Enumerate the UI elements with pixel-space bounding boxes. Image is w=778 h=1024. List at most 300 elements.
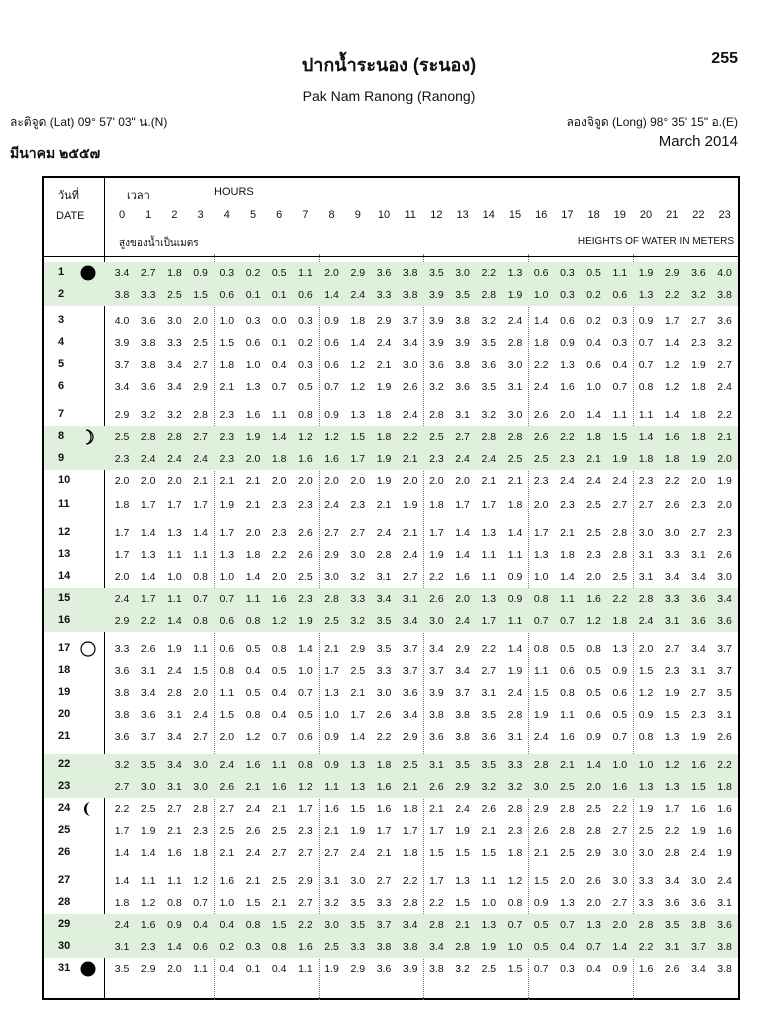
height-cell: 0.8 <box>298 759 313 771</box>
height-cell: 2.8 <box>429 919 444 931</box>
height-cell: 1.9 <box>691 731 706 743</box>
height-cell: 0.9 <box>638 709 654 721</box>
height-cell: 2.2 <box>429 897 444 909</box>
height-cell: 3.4 <box>376 593 392 605</box>
height-cell: 2.7 <box>193 731 208 743</box>
day-number: 24 <box>58 802 71 814</box>
height-cell: 2.0 <box>167 963 182 975</box>
height-cell: 1.1 <box>533 665 549 677</box>
height-cell: 2.4 <box>245 847 261 859</box>
height-cell: 0.9 <box>638 315 654 327</box>
height-cell: 2.3 <box>560 499 575 511</box>
height-cell: 3.3 <box>664 549 680 561</box>
height-cell: 2.7 <box>612 499 628 511</box>
height-cell: 3.8 <box>114 289 130 301</box>
height-cell: 2.7 <box>691 527 706 539</box>
height-cell: 1.1 <box>507 549 523 561</box>
day-number: 16 <box>58 614 71 626</box>
height-cell: 2.0 <box>271 571 287 583</box>
height-cell: 3.7 <box>402 643 418 655</box>
height-cell: 2.0 <box>638 643 654 655</box>
height-cell: 0.7 <box>271 381 287 393</box>
height-cell: 1.5 <box>455 897 470 909</box>
height-cell: 3.6 <box>455 381 470 393</box>
height-cell: 2.4 <box>717 381 732 393</box>
table-row <box>44 522 738 544</box>
height-cell: 3.1 <box>140 665 156 677</box>
height-cell: 3.3 <box>638 875 654 887</box>
height-cell: 2.4 <box>402 409 418 421</box>
hour-header: 22 <box>692 209 705 221</box>
hour-header: 3 <box>197 209 204 221</box>
height-cell: 1.3 <box>533 549 549 561</box>
height-cell: 3.8 <box>402 267 418 279</box>
height-cell: 3.8 <box>455 359 470 371</box>
height-cell: 0.3 <box>560 963 575 975</box>
height-cell: 0.6 <box>298 289 313 301</box>
height-cell: 3.3 <box>376 665 392 677</box>
height-cell: 2.1 <box>219 381 235 393</box>
height-cell: 1.6 <box>271 593 287 605</box>
height-cell: 1.9 <box>691 359 706 371</box>
height-cell: 2.6 <box>533 431 549 443</box>
table-row <box>44 660 738 682</box>
height-cell: 2.5 <box>350 665 366 677</box>
height-cell: 0.1 <box>271 289 287 301</box>
height-cell: 3.2 <box>507 781 523 793</box>
height-cell: 1.2 <box>140 897 156 909</box>
hour-header: 6 <box>276 209 283 221</box>
height-cell: 2.9 <box>350 643 366 655</box>
height-cell: 3.8 <box>376 941 392 953</box>
height-cell: 3.4 <box>140 687 156 699</box>
height-cell: 2.9 <box>455 643 470 655</box>
height-cell: 2.4 <box>167 453 182 465</box>
height-cell: 3.2 <box>167 409 182 421</box>
height-cell: 2.3 <box>717 527 732 539</box>
height-cell: 1.1 <box>219 687 235 699</box>
height-cell: 2.8 <box>481 431 497 443</box>
height-cell: 1.2 <box>324 431 339 443</box>
height-cell: 0.6 <box>586 359 601 371</box>
table-row <box>44 892 738 914</box>
height-cell: 3.1 <box>429 759 444 771</box>
height-cell: 3.0 <box>638 847 654 859</box>
height-cell: 0.4 <box>219 919 235 931</box>
height-cell: 3.4 <box>455 665 470 677</box>
height-cell: 2.9 <box>114 615 130 627</box>
height-cell: 0.2 <box>219 941 235 953</box>
height-cell: 3.1 <box>507 381 523 393</box>
height-cell: 1.6 <box>455 571 470 583</box>
height-cell: 1.7 <box>481 615 497 627</box>
height-cell: 2.1 <box>402 781 418 793</box>
height-cell: 2.2 <box>140 615 156 627</box>
height-cell: 0.7 <box>560 615 575 627</box>
height-cell: 2.9 <box>376 315 392 327</box>
height-cell: 0.5 <box>612 709 628 721</box>
height-cell: 2.0 <box>586 897 601 909</box>
height-cell: 1.6 <box>298 453 313 465</box>
height-cell: 1.2 <box>245 731 261 743</box>
table-row <box>44 820 738 842</box>
height-cell: 3.4 <box>402 919 418 931</box>
height-cell: 2.1 <box>376 847 392 859</box>
day-number: 31 <box>58 962 71 974</box>
height-cell: 1.8 <box>167 267 182 279</box>
height-cell: 2.3 <box>664 665 680 677</box>
height-cell: 0.4 <box>271 709 287 721</box>
height-cell: 3.5 <box>481 759 497 771</box>
day-number: 4 <box>58 336 65 348</box>
day-number: 9 <box>58 452 65 464</box>
height-cell: 1.5 <box>193 289 208 301</box>
height-cell: 2.8 <box>507 337 523 349</box>
height-cell: 2.0 <box>245 453 261 465</box>
height-cell: 1.4 <box>507 643 523 655</box>
height-cell: 1.0 <box>638 759 654 771</box>
height-cell: 2.4 <box>402 549 418 561</box>
height-cell: 1.3 <box>324 687 339 699</box>
height-cell: 3.4 <box>691 963 706 975</box>
height-cell: 1.5 <box>350 803 366 815</box>
height-cell: 2.4 <box>140 453 156 465</box>
height-cell: 2.1 <box>402 527 418 539</box>
height-cell: 1.5 <box>455 847 470 859</box>
height-cell: 2.3 <box>560 453 575 465</box>
height-cell: 1.1 <box>612 409 628 421</box>
height-cell: 3.0 <box>664 527 680 539</box>
height-cell: 3.6 <box>114 731 130 743</box>
height-cell: 0.7 <box>193 897 208 909</box>
height-cell: 1.1 <box>560 709 575 721</box>
height-cell: 2.8 <box>507 709 523 721</box>
height-cell: 3.7 <box>455 687 470 699</box>
height-cell: 0.8 <box>507 897 523 909</box>
height-cell: 2.4 <box>455 615 470 627</box>
height-cell: 4.0 <box>114 315 130 327</box>
height-cell: 3.6 <box>402 687 418 699</box>
height-cell: 2.1 <box>560 527 575 539</box>
height-cell: 0.5 <box>533 919 549 931</box>
height-cell: 1.4 <box>167 941 182 953</box>
height-cell: 3.6 <box>717 919 732 931</box>
height-cell: 1.6 <box>560 381 575 393</box>
height-cell: 1.2 <box>350 359 366 371</box>
height-cell: 1.5 <box>350 431 366 443</box>
height-cell: 2.3 <box>507 825 523 837</box>
height-cell: 3.5 <box>717 687 732 699</box>
height-cell: 1.7 <box>481 499 497 511</box>
height-cell: 3.6 <box>691 615 706 627</box>
height-cell: 1.4 <box>167 615 182 627</box>
day-number: 1 <box>58 266 65 278</box>
height-cell: 1.3 <box>664 781 680 793</box>
height-cell: 2.4 <box>114 593 130 605</box>
height-cell: 0.6 <box>324 337 339 349</box>
height-cell: 1.4 <box>140 571 156 583</box>
height-cell: 2.4 <box>167 665 182 677</box>
height-cell: 1.8 <box>114 499 130 511</box>
height-cell: 3.6 <box>481 731 497 743</box>
height-cell: 1.5 <box>664 709 680 721</box>
height-cell: 3.1 <box>638 549 654 561</box>
height-cell: 1.9 <box>717 475 732 487</box>
height-cell: 1.4 <box>507 527 523 539</box>
month-english: March 2014 <box>658 133 738 150</box>
height-cell: 0.1 <box>245 289 261 301</box>
hour-header: 9 <box>354 209 361 221</box>
height-cell: 2.4 <box>638 615 654 627</box>
height-cell: 1.1 <box>271 409 287 421</box>
height-cell: 1.3 <box>455 875 470 887</box>
height-cell: 1.1 <box>167 593 182 605</box>
height-cell: 2.3 <box>429 453 444 465</box>
height-cell: 2.0 <box>402 475 418 487</box>
height-cell: 3.3 <box>350 941 366 953</box>
height-cell: 0.5 <box>298 709 313 721</box>
height-cell: 1.2 <box>638 687 654 699</box>
height-cell: 2.2 <box>612 803 628 815</box>
height-cell: 2.2 <box>376 731 392 743</box>
height-cell: 2.9 <box>350 267 366 279</box>
height-cell: 2.5 <box>193 337 208 349</box>
height-cell: 3.0 <box>612 875 628 887</box>
height-cell: 1.4 <box>455 527 470 539</box>
height-cell: 0.5 <box>245 687 261 699</box>
height-cell: 2.2 <box>664 289 680 301</box>
height-cell: 1.4 <box>114 875 130 887</box>
height-cell: 1.7 <box>140 593 156 605</box>
height-cell: 3.1 <box>664 941 680 953</box>
height-cell: 3.2 <box>481 781 497 793</box>
height-cell: 1.0 <box>219 897 235 909</box>
height-cell: 2.8 <box>481 289 497 301</box>
height-cell: 1.7 <box>140 499 156 511</box>
full-moon-icon <box>80 641 96 657</box>
height-cell: 3.4 <box>114 381 130 393</box>
height-cell: 0.2 <box>298 337 313 349</box>
height-cell: 1.2 <box>586 615 601 627</box>
height-cell: 2.1 <box>219 847 235 859</box>
height-cell: 1.5 <box>691 781 706 793</box>
page-number: 255 <box>711 50 738 67</box>
height-cell: 2.1 <box>350 687 366 699</box>
height-cell: 2.3 <box>638 475 654 487</box>
hours-label: HOURS <box>214 186 254 198</box>
height-cell: 2.0 <box>324 267 339 279</box>
height-cell: 1.9 <box>376 453 392 465</box>
height-cell: 3.5 <box>376 615 392 627</box>
height-cell: 2.7 <box>324 527 339 539</box>
height-cell: 1.2 <box>193 875 208 887</box>
height-cell: 0.6 <box>612 687 628 699</box>
height-cell: 1.7 <box>350 453 366 465</box>
height-cell: 2.5 <box>533 453 549 465</box>
height-cell: 0.2 <box>586 289 601 301</box>
height-cell: 3.5 <box>481 381 497 393</box>
height-cell: 1.9 <box>455 825 470 837</box>
height-cell: 3.4 <box>114 267 130 279</box>
height-cell: 0.9 <box>533 897 549 909</box>
height-cell: 2.0 <box>717 499 732 511</box>
height-cell: 2.4 <box>533 731 549 743</box>
height-cell: 1.7 <box>114 825 130 837</box>
height-cell: 1.0 <box>481 897 497 909</box>
height-cell: 1.6 <box>717 825 732 837</box>
height-cell: 3.2 <box>717 337 732 349</box>
height-cell: 0.6 <box>219 615 235 627</box>
height-cell: 2.3 <box>586 549 601 561</box>
hour-header: 13 <box>456 209 469 221</box>
height-cell: 0.9 <box>167 919 182 931</box>
height-cell: 1.8 <box>507 847 523 859</box>
height-cell: 1.8 <box>429 499 444 511</box>
height-cell: 3.6 <box>691 267 706 279</box>
height-cell: 2.8 <box>664 847 680 859</box>
height-cell: 1.1 <box>193 549 208 561</box>
height-cell: 1.6 <box>140 919 156 931</box>
height-cell: 2.1 <box>193 475 208 487</box>
day-number: 18 <box>58 664 71 676</box>
height-cell: 0.4 <box>586 337 601 349</box>
height-cell: 2.0 <box>612 919 628 931</box>
height-cell: 2.2 <box>481 643 497 655</box>
heights-label: HEIGHTS OF WATER IN METERS <box>577 236 734 247</box>
height-cell: 0.1 <box>245 963 261 975</box>
height-cell: 2.5 <box>481 963 497 975</box>
height-cell: 2.4 <box>219 759 235 771</box>
height-cell: 1.4 <box>271 431 287 443</box>
height-cell: 3.5 <box>114 963 130 975</box>
day-number: 14 <box>58 570 71 582</box>
height-cell: 2.3 <box>298 825 313 837</box>
height-cell: 0.7 <box>193 593 208 605</box>
height-cell: 1.1 <box>481 571 497 583</box>
height-cell: 0.8 <box>271 941 287 953</box>
height-cell: 2.2 <box>664 825 680 837</box>
height-cell: 2.2 <box>402 431 418 443</box>
height-cell: 0.7 <box>638 337 654 349</box>
height-cell: 3.6 <box>717 315 732 327</box>
height-cell: 3.0 <box>324 571 339 583</box>
height-cell: 3.5 <box>664 919 680 931</box>
height-cell: 3.3 <box>350 593 366 605</box>
height-cell: 3.1 <box>481 687 497 699</box>
height-cell: 3.9 <box>429 687 444 699</box>
height-cell: 2.4 <box>507 687 523 699</box>
height-cell: 1.8 <box>271 453 287 465</box>
height-cell: 3.0 <box>612 847 628 859</box>
height-cell: 3.2 <box>324 897 339 909</box>
height-cell: 1.7 <box>298 803 313 815</box>
height-cell: 3.1 <box>455 409 470 421</box>
height-cell: 2.5 <box>298 571 313 583</box>
height-cell: 3.3 <box>167 337 182 349</box>
height-cell: 2.4 <box>691 847 706 859</box>
height-cell: 1.8 <box>193 847 208 859</box>
height-cell: 1.8 <box>376 409 392 421</box>
height-cell: 0.7 <box>612 731 628 743</box>
height-cell: 0.0 <box>271 315 287 327</box>
height-cell: 1.5 <box>481 847 497 859</box>
height-cell: 0.7 <box>560 919 575 931</box>
height-cell: 1.8 <box>350 315 366 327</box>
height-cell: 3.8 <box>429 963 444 975</box>
height-cell: 0.4 <box>219 963 235 975</box>
height-cell: 1.5 <box>612 431 628 443</box>
height-cell: 2.5 <box>429 431 444 443</box>
height-cell: 1.4 <box>612 941 628 953</box>
height-cell: 1.4 <box>298 643 313 655</box>
height-cell: 2.0 <box>533 499 549 511</box>
height-cell: 1.7 <box>193 499 208 511</box>
hour-header: 11 <box>404 209 416 221</box>
height-cell: 2.2 <box>481 267 497 279</box>
height-cell: 3.8 <box>429 709 444 721</box>
table-row <box>44 958 738 980</box>
height-cell: 2.8 <box>507 803 523 815</box>
height-cell: 2.1 <box>324 825 339 837</box>
height-cell: 3.1 <box>167 781 182 793</box>
height-cell: 1.8 <box>691 431 706 443</box>
height-cell: 0.7 <box>586 941 601 953</box>
table-row <box>44 776 738 798</box>
height-cell: 3.0 <box>638 527 654 539</box>
height-cell: 2.2 <box>271 549 287 561</box>
height-cell: 1.1 <box>167 875 182 887</box>
height-cell: 2.3 <box>140 941 156 953</box>
height-cell: 3.1 <box>167 709 182 721</box>
height-cell: 2.3 <box>219 453 235 465</box>
height-cell: 1.7 <box>114 549 130 561</box>
hour-header: 12 <box>430 209 443 221</box>
height-cell: 1.9 <box>219 499 235 511</box>
height-cell: 1.8 <box>586 431 601 443</box>
height-cell: 3.2 <box>140 409 156 421</box>
height-cell: 2.4 <box>455 803 470 815</box>
height-cell: 3.4 <box>167 381 182 393</box>
height-cell: 2.6 <box>429 781 444 793</box>
height-cell: 3.1 <box>376 571 392 583</box>
height-cell: 3.6 <box>140 315 156 327</box>
height-cell: 3.9 <box>455 337 470 349</box>
height-cell: 3.6 <box>717 615 732 627</box>
height-cell: 2.6 <box>717 731 732 743</box>
height-cell: 2.1 <box>245 499 261 511</box>
height-cell: 2.6 <box>429 593 444 605</box>
table-row <box>44 682 738 704</box>
height-cell: 2.4 <box>350 847 366 859</box>
height-cell: 1.9 <box>376 475 392 487</box>
height-cell: 1.7 <box>219 527 235 539</box>
height-cell: 0.7 <box>219 593 235 605</box>
hour-header: 4 <box>223 209 230 221</box>
height-cell: 3.5 <box>350 919 366 931</box>
height-cell: 1.5 <box>638 665 654 677</box>
height-cell: 3.7 <box>376 919 392 931</box>
height-cell: 1.9 <box>691 453 706 465</box>
height-cell: 2.5 <box>560 781 575 793</box>
height-cell: 2.7 <box>481 665 497 677</box>
height-cell: 1.9 <box>638 267 654 279</box>
height-cell: 0.5 <box>533 941 549 953</box>
height-cell: 3.7 <box>402 315 418 327</box>
height-cell: 0.7 <box>612 381 628 393</box>
height-cell: 3.4 <box>691 643 706 655</box>
height-cell: 2.0 <box>691 475 706 487</box>
height-cell: 2.1 <box>507 475 523 487</box>
